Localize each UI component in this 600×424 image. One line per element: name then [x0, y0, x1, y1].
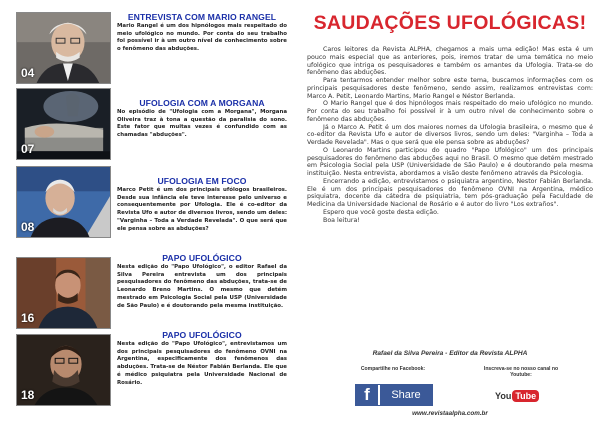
- article-title: PAPO UFOLÓGICO: [162, 253, 242, 263]
- article-summary: Marco Petit é um dos principais ufólogos brasileiros. Desde sua infância ele teve interesse pelo universo e consequentemente por Ufologia. Ele é co-editor da Revista Ufo e autor de diversos livros, sendo um deles: "Varginha – Toda a Verdade Revelada". O que será que ele pensa sobre as abduções?: [117, 187, 287, 232]
- website-link[interactable]: www.revistaalpha.com.br: [412, 410, 488, 417]
- editorial-letter: [307, 46, 593, 224]
- page-number: 16: [21, 311, 35, 325]
- youtube-subscribe-button[interactable]: [495, 388, 545, 404]
- editorial-paragraph: O Leonardo Martins participou do quadro "Papo Ufológico" um dos principais pesquisadores do fenômeno das abduções aqui no Brasil. O mesmo que detém mestrado em Psicologia Social pela USP (Universidade de São Paulo) e é doutorando pela mesma instituição. Nesta entrevista, abordamos a visão deste fenômeno através da Psicologia.: [307, 146, 593, 177]
- photo-marco-petit: [16, 166, 111, 238]
- editorial-paragraph: Para tentarmos entender melhor sobre este tema, buscamos informações com os principais pesquisadores deste fenômeno, sendo assim, realizamos entrevistas com: Marco A. Petit, Leonardo Martins, Mario Rangel e Néstor Berlanda.: [307, 77, 593, 100]
- editorial-paragraph: Boa leitura!: [323, 216, 360, 224]
- editor-signature: Rafael da Silva Pereira - Editor da Revista ALPHA: [372, 350, 528, 357]
- page-number: 04: [21, 66, 35, 80]
- editorial-paragraph: Encerrando a edição, entrevistamos o psiquiatra argentino, Nestor Fabián Berlanda. Ele é um dos principais pesquisadores do fenômeno OVNI na Argentina, médico psiquiatra, docente da cátedra de psiquiatria, tem pós-graduação pela Faculdade de Medicina da Universidade Nacional de Rosário e é autor do livro "Los extraños".: [307, 177, 593, 208]
- editorial-section: [305, 0, 595, 424]
- toc-entry-leonardo-martins[interactable]: [0, 253, 292, 335]
- facebook-share-button[interactable]: [355, 384, 433, 406]
- toc-entry-marco-petit[interactable]: [0, 166, 292, 244]
- table-of-contents: [0, 0, 292, 424]
- toc-entry-morgana[interactable]: [0, 88, 292, 166]
- page-number: 18: [21, 388, 35, 402]
- editorial-paragraph: Caros leitores da Revista ALPHA, chegamos a mais uma edição! Mas esta é um pouco mais especial que as anteriores, pois, iremos tratar de uma temática no meio ufológico que intriga os pesquisadores e também os amantes da Ufologia. Trata-se do fenômeno das abduções.: [307, 46, 593, 77]
- article-summary: No episódio de "Ufologia com a Morgana", Morgana Oliveira traz à tona a questão da paralisia do sono. Este fator que muitas vezes é confundido com as chamadas "abduções".: [117, 109, 287, 139]
- article-summary: Nesta edição do "Papo Ufológico", entrevistamos um dos principais pesquisadores do fenômeno OVNI na Argentina, especificamente dos fenômenos das abduções. Trata-se de Néstor Fabián Berlanda. Ele que é médico psiquiatra pela Universidade Nacional de Rosário.: [117, 341, 287, 386]
- youtube-subscribe-label: Inscreva-se no nosso canal no Youtube:: [483, 366, 559, 379]
- photo-mario-rangel: [16, 12, 111, 84]
- article-title: ENTREVISTA COM MARIO RANGEL: [127, 12, 277, 22]
- article-title: PAPO UFOLÓGICO: [162, 330, 242, 340]
- photo-sleep-paralysis: [16, 88, 111, 160]
- toc-entry-mario-rangel[interactable]: [0, 12, 292, 90]
- article-title: UFOLOGIA EM FOCO: [157, 176, 247, 186]
- photo-nestor-berlanda: [16, 334, 111, 406]
- toc-entry-nestor-berlanda[interactable]: [0, 330, 292, 412]
- page-number: 08: [21, 220, 35, 234]
- youtube-logo-tube: Tube: [512, 390, 539, 402]
- editorial-headline: SAUDAÇÕES UFOLÓGICAS!: [313, 12, 587, 34]
- article-summary: Nesta edição do "Papo Ufológico", o editor Rafael da Silva Pereira entrevista um dos principais pesquisadores do fenômeno das abduções, trata-se de Leonardo Breno Martins. O mesmo que detém mestrado em Psicologia Social pela USP (Universidade de São Paulo) e é doutorando pela mesma instituição.: [117, 264, 287, 309]
- share-button-label: Share: [380, 385, 432, 405]
- photo-leonardo-martins: [16, 257, 111, 329]
- editorial-paragraph: O Mario Rangel que é dos hipnólogos mais respeitado do meio ufológico no mundo. Por conta do seu trabalho foi possível ir à um outro nível de conhecimento sobre o fenômeno das abduções.: [307, 100, 593, 123]
- editorial-paragraph: Já o Marco A. Petit é um dos maiores nomes da Ufologia brasileira, o mesmo que é co-editor da Revista Ufo e autor de diversos livros, sendo um deles: "Varginha – Toda a Verdade Revelada". Mas o que será que ele pensa sobre as abduções?: [307, 123, 593, 146]
- page-number: 07: [21, 142, 35, 156]
- article-summary: Mario Rangel é um dos hipnólogos mais respeitado do meio ufológico no mundo. Por conta do seu trabalho foi possível ir à um outro nível de conhecimento sobre o fenômeno das abduções.: [117, 23, 287, 53]
- facebook-share-label: Compartilhe no Facebook:: [360, 366, 426, 372]
- article-title: UFOLOGIA COM A MORGANA: [139, 98, 265, 108]
- editorial-paragraph: Espero que você goste desta edição.: [323, 208, 439, 216]
- facebook-icon: f: [356, 385, 378, 405]
- youtube-logo-you: You: [495, 391, 512, 401]
